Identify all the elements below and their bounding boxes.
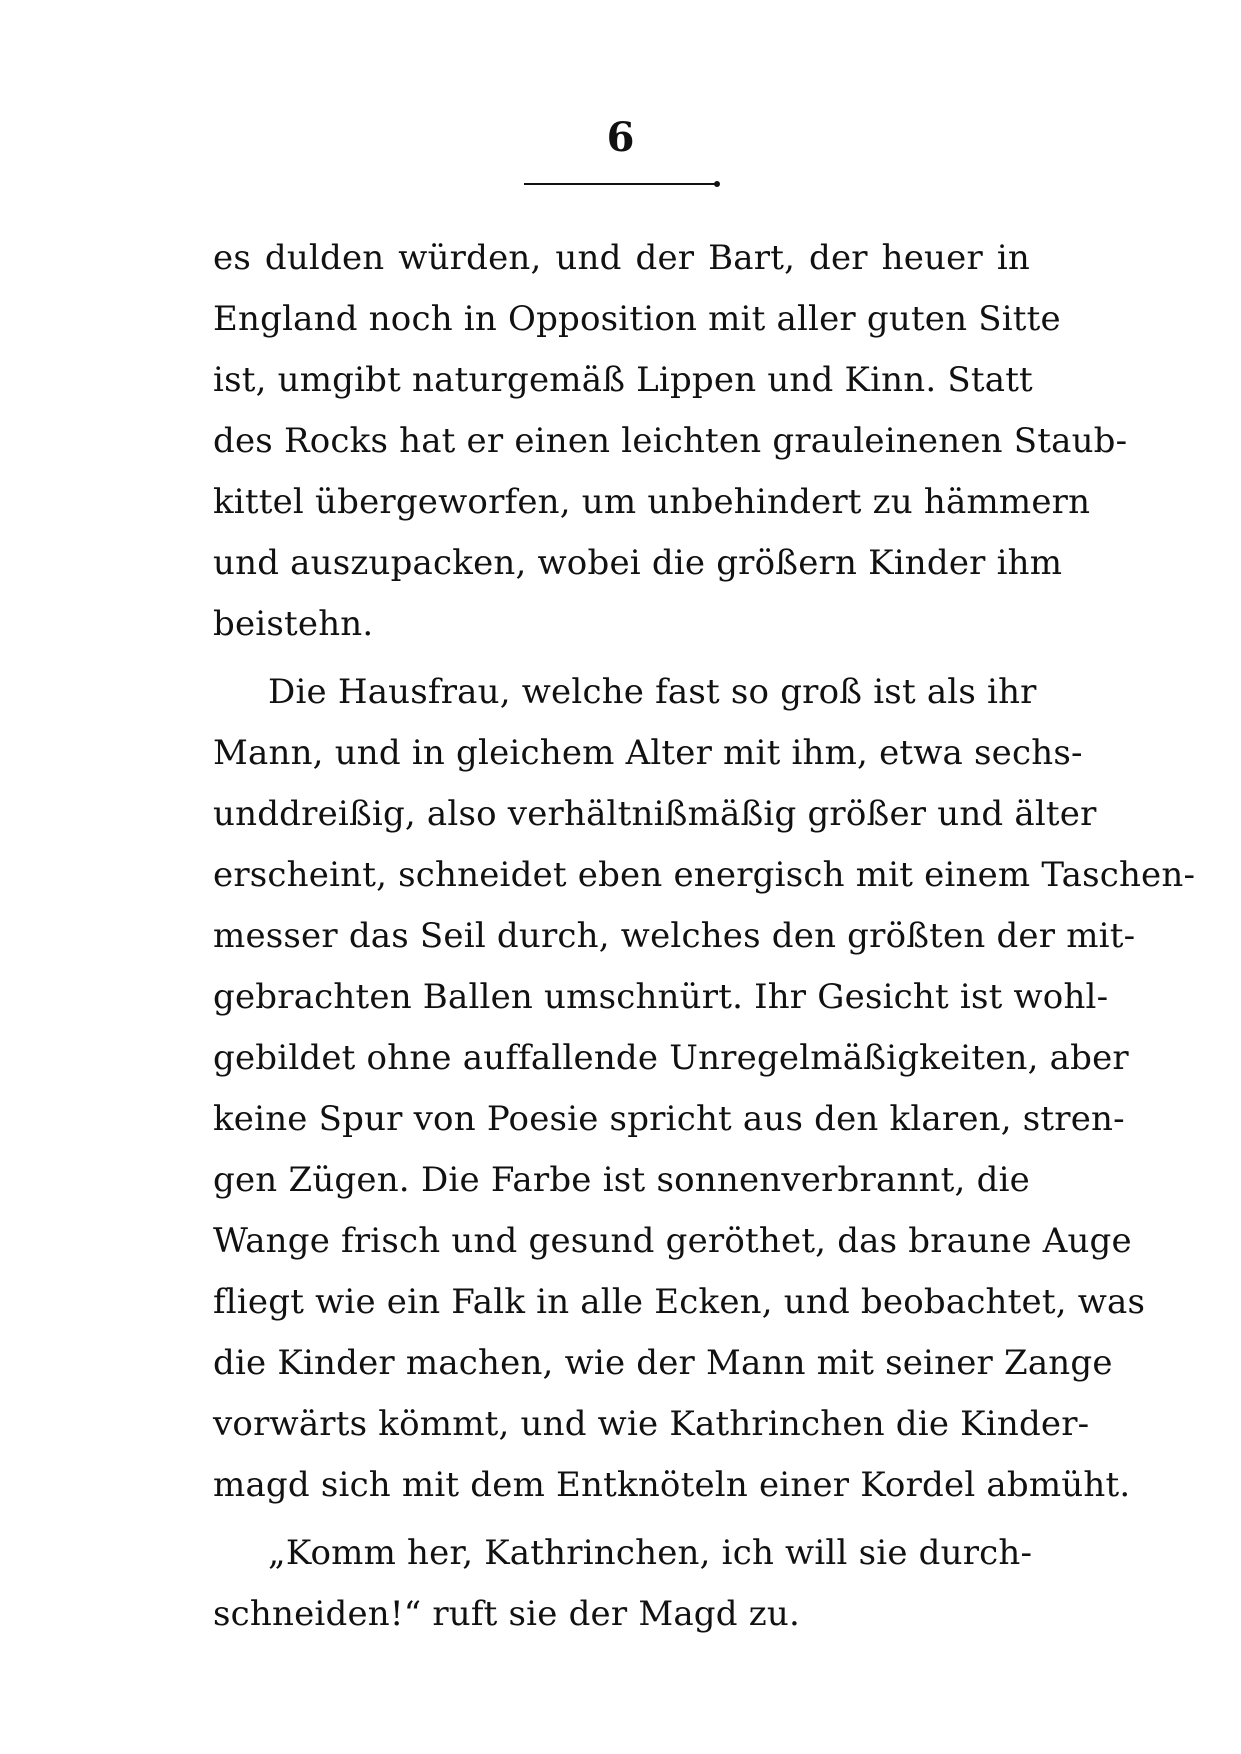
text-line: Wange frisch und gesund geröthet, das braune Auge — [213, 1221, 1132, 1261]
text-line: beistehn. — [213, 604, 374, 644]
paragraph-gap — [213, 1516, 1030, 1523]
text-line: es dulden würden, und der Bart, der heuer in — [213, 238, 1030, 278]
text-line: gebrachten Ballen umschnürt. Ihr Gesicht ist wohl- — [213, 977, 1109, 1017]
paragraph — [213, 662, 1196, 1516]
text-line: „Komm her, Kathrinchen, ich will sie durch- — [268, 1533, 1033, 1573]
text-line: vorwärts kömmt, und wie Kathrinchen die Kinder- — [213, 1404, 1090, 1444]
text-line: schneiden!“ ruft sie der Magd zu. — [213, 1594, 800, 1634]
text-line: magd sich mit dem Entknöteln einer Kordel abmüht. — [213, 1465, 1131, 1505]
text-line: ist, umgibt naturgemäß Lippen und Kinn. Statt — [213, 360, 1033, 400]
text-line: gebildet ohne auffallende Unregelmäßigkeiten, aber — [213, 1038, 1129, 1078]
text-line: fliegt wie ein Falk in alle Ecken, und beobachtet, was — [213, 1282, 1146, 1322]
text-line: keine Spur von Poesie spricht aus den klaren, stren- — [213, 1099, 1125, 1139]
text-line: Die Hausfrau, welche fast so groß ist als ihr — [268, 672, 1037, 712]
paragraph — [213, 228, 1128, 655]
text-line: messer das Seil durch, welches den größten der mit- — [213, 916, 1136, 956]
text-line: gen Zügen. Die Farbe ist sonnenverbrannt, die — [213, 1160, 1030, 1200]
text-line: Mann, und in gleichem Alter mit ihm, etwa sechs- — [213, 733, 1083, 773]
header-rule — [524, 183, 716, 185]
body-text — [213, 228, 1196, 1645]
text-line: und auszupacken, wobei die größern Kinder ihm — [213, 543, 1063, 583]
text-line: unddreißig, also verhältnißmäßig größer und älter — [213, 794, 1097, 834]
text-line: kittel übergeworfen, um unbehindert zu hämmern — [213, 482, 1091, 522]
text-line: des Rocks hat er einen leichten grauleinenen Staub- — [213, 421, 1128, 461]
text-line: England noch in Opposition mit aller guten Sitte — [213, 299, 1061, 339]
text-line: erscheint, schneidet eben energisch mit einem Taschen- — [213, 855, 1196, 895]
paragraph-gap — [213, 655, 1030, 662]
header-rule-ornament — [714, 181, 720, 187]
paragraph — [213, 1523, 1033, 1645]
text-line: die Kinder machen, wie der Mann mit seiner Zange — [213, 1343, 1113, 1383]
page-number: 6 — [606, 114, 635, 161]
